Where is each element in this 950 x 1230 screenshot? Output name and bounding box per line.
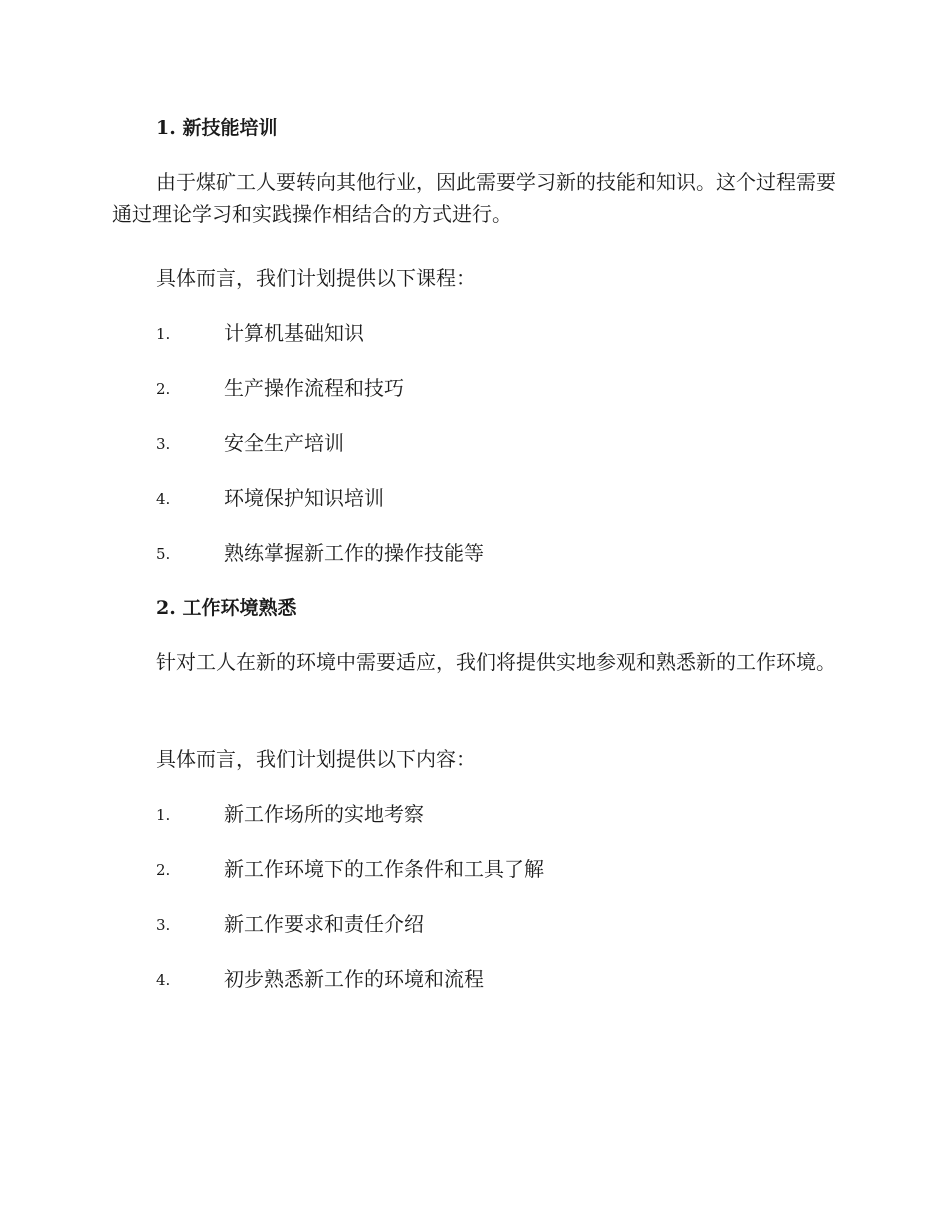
list-item-text: 熟练掌握新工作的操作技能等 <box>224 541 484 565</box>
list-item-text: 新工作场所的实地考察 <box>224 802 424 826</box>
list-item-number: 3. <box>156 916 171 934</box>
list-item <box>156 372 836 404</box>
list-item-number: 4. <box>156 490 171 508</box>
section-2-lead: 具体而言，我们计划提供以下内容： <box>156 747 476 771</box>
list-item-number: 1. <box>156 325 171 343</box>
list-item-number: 1. <box>156 806 171 824</box>
list-item <box>156 482 836 514</box>
list-item-number: 5. <box>156 545 171 563</box>
section-2-paragraph-text: 针对工人在新的环境中需要适应，我们将提供实地参观和熟悉新的工作环境。 <box>156 650 836 674</box>
list-item-number: 2. <box>156 380 171 398</box>
list-item-text: 安全生产培训 <box>224 431 344 455</box>
list-item-text: 初步熟悉新工作的环境和流程 <box>224 967 484 991</box>
list-item <box>156 798 836 830</box>
section-1-lead: 具体而言，我们计划提供以下课程： <box>156 266 476 290</box>
list-item-text: 新工作环境下的工作条件和工具了解 <box>224 857 544 881</box>
list-item-number: 4. <box>156 971 171 989</box>
list-item <box>156 963 836 995</box>
list-item-text: 生产操作流程和技巧 <box>224 376 404 400</box>
section-1-paragraph-text: 由于煤矿工人要转向其他行业，因此需要学习新的技能和知识。这个过程需要通过理论学习和实践操作相结合的方式进行。 <box>112 170 836 226</box>
list-item-number: 2. <box>156 861 171 879</box>
list-item <box>156 853 836 885</box>
section-2-paragraph <box>112 646 838 678</box>
list-item-text: 环境保护知识培训 <box>224 486 384 510</box>
section-1-paragraph <box>112 166 838 230</box>
list-item <box>156 317 836 349</box>
list-item <box>156 427 836 459</box>
section-2-heading: 2. 工作环境熟悉 <box>156 597 297 619</box>
list-item <box>156 908 836 940</box>
list-item-number: 3. <box>156 435 171 453</box>
list-item <box>156 537 836 569</box>
list-item-text: 新工作要求和责任介绍 <box>224 912 424 936</box>
section-1-heading: 1. 新技能培训 <box>156 117 278 139</box>
list-item-text: 计算机基础知识 <box>224 321 364 345</box>
